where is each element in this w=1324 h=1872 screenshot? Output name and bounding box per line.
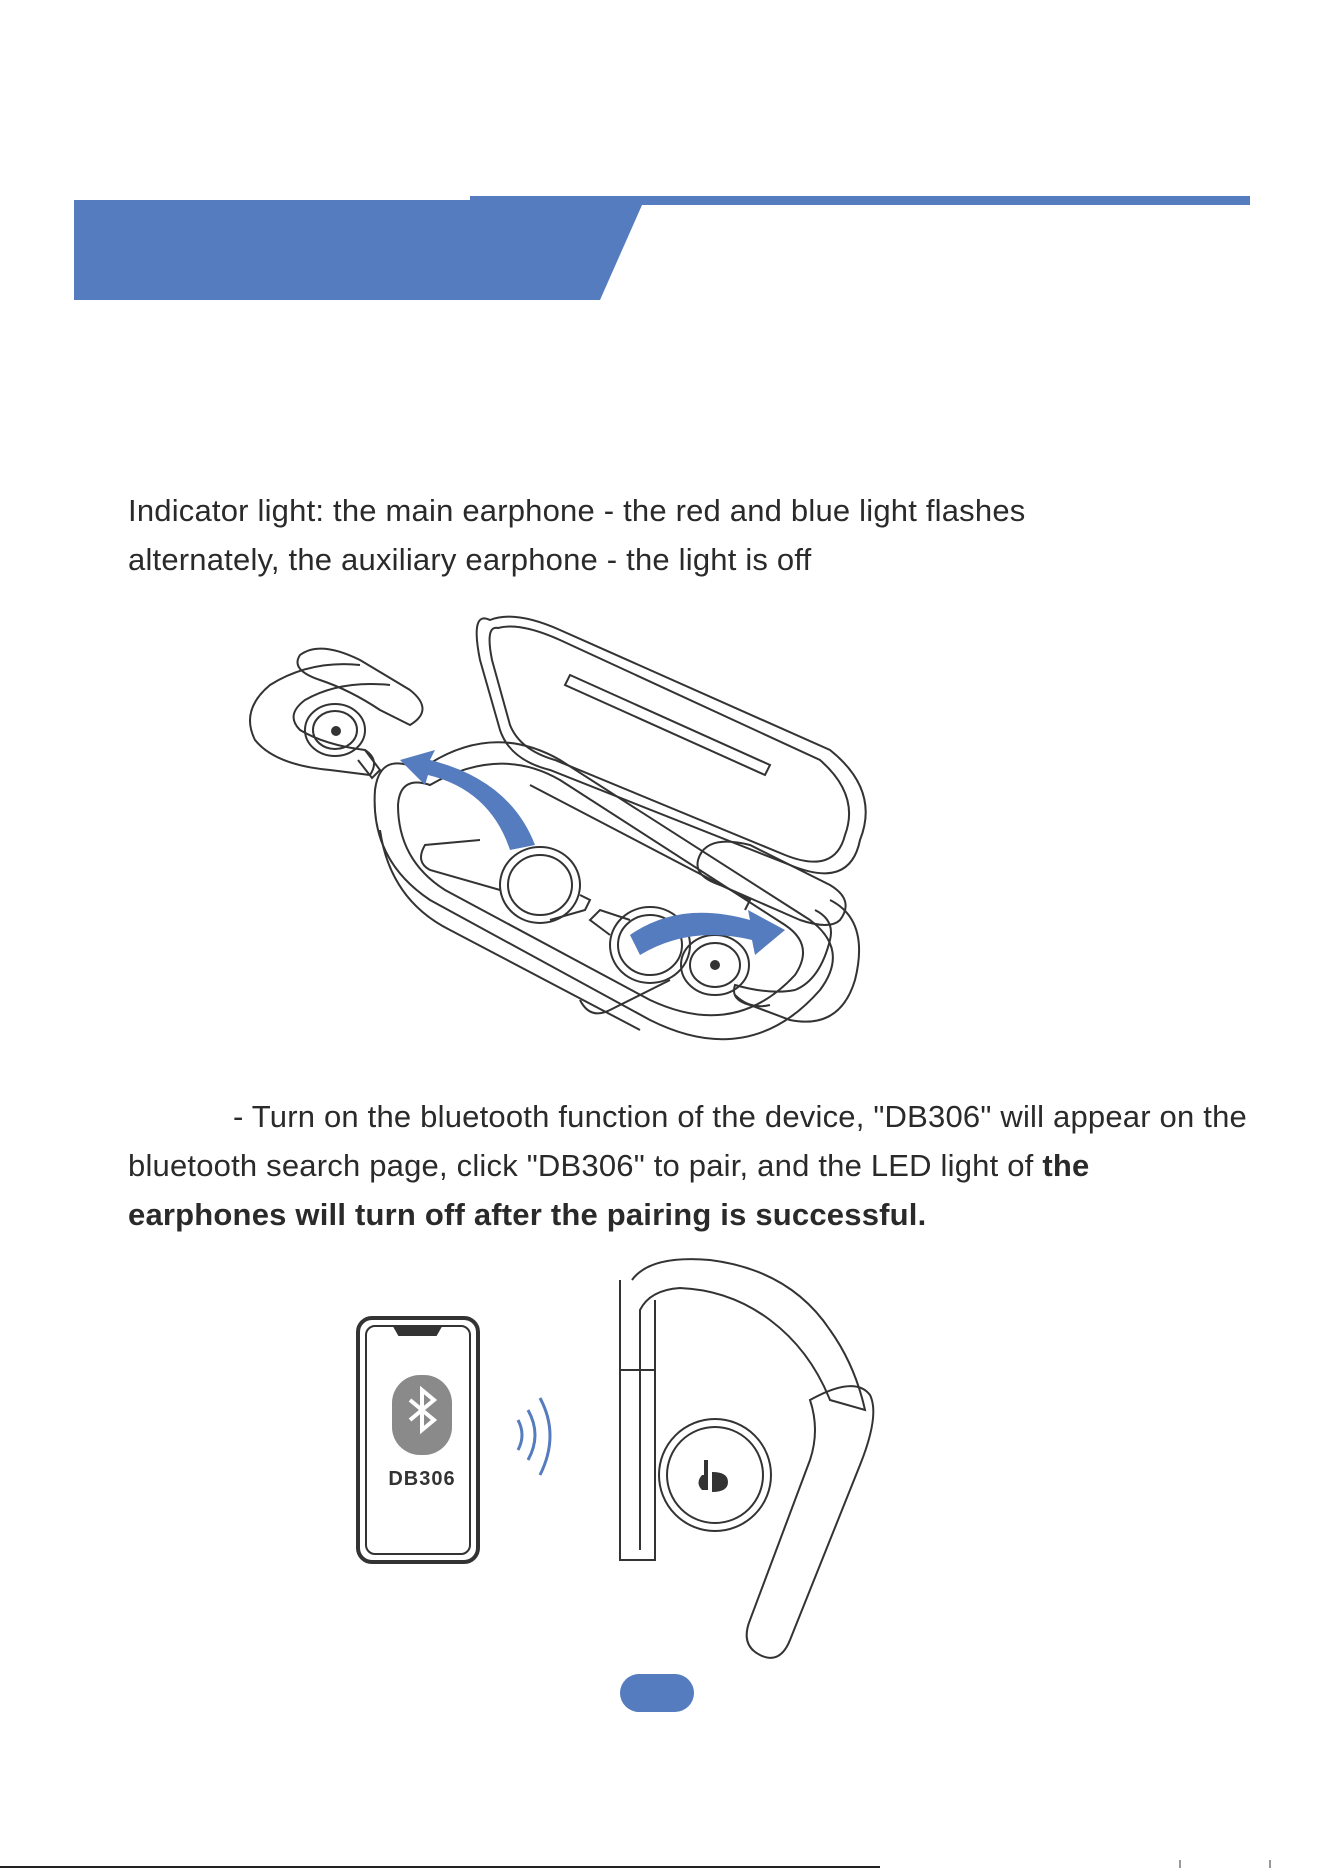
pairing-text: - Turn on the bluetooth function of the device, "DB306" will appear on the bluetooth search page, click "DB306" to pair, and the LED light of bbox=[128, 1099, 1247, 1183]
page-number-badge bbox=[620, 1674, 694, 1712]
pairing-instruction bbox=[128, 1092, 1248, 1239]
bluetooth-icon bbox=[392, 1375, 452, 1455]
phone-illustration bbox=[358, 1318, 478, 1562]
earphone-illustration bbox=[620, 1259, 873, 1658]
brand-logo-icon bbox=[699, 1460, 729, 1492]
phone-device-name: DB306 bbox=[388, 1468, 456, 1490]
pairing-illustration bbox=[350, 1250, 950, 1660]
crop-marks bbox=[1170, 1858, 1290, 1868]
signal-waves-icon bbox=[518, 1398, 550, 1475]
pairing-text-end: the earphones will turn off after the pairing is successful. bbox=[128, 1148, 1090, 1232]
bottom-divider bbox=[0, 1866, 880, 1868]
charging-case-illustration bbox=[230, 600, 990, 1060]
section-header-banner bbox=[0, 0, 1324, 320]
indicator-instruction: Indicator light: the main earphone - the red and blue light flashes alternately, the auxiliary earphone - the light is off bbox=[128, 493, 1026, 577]
